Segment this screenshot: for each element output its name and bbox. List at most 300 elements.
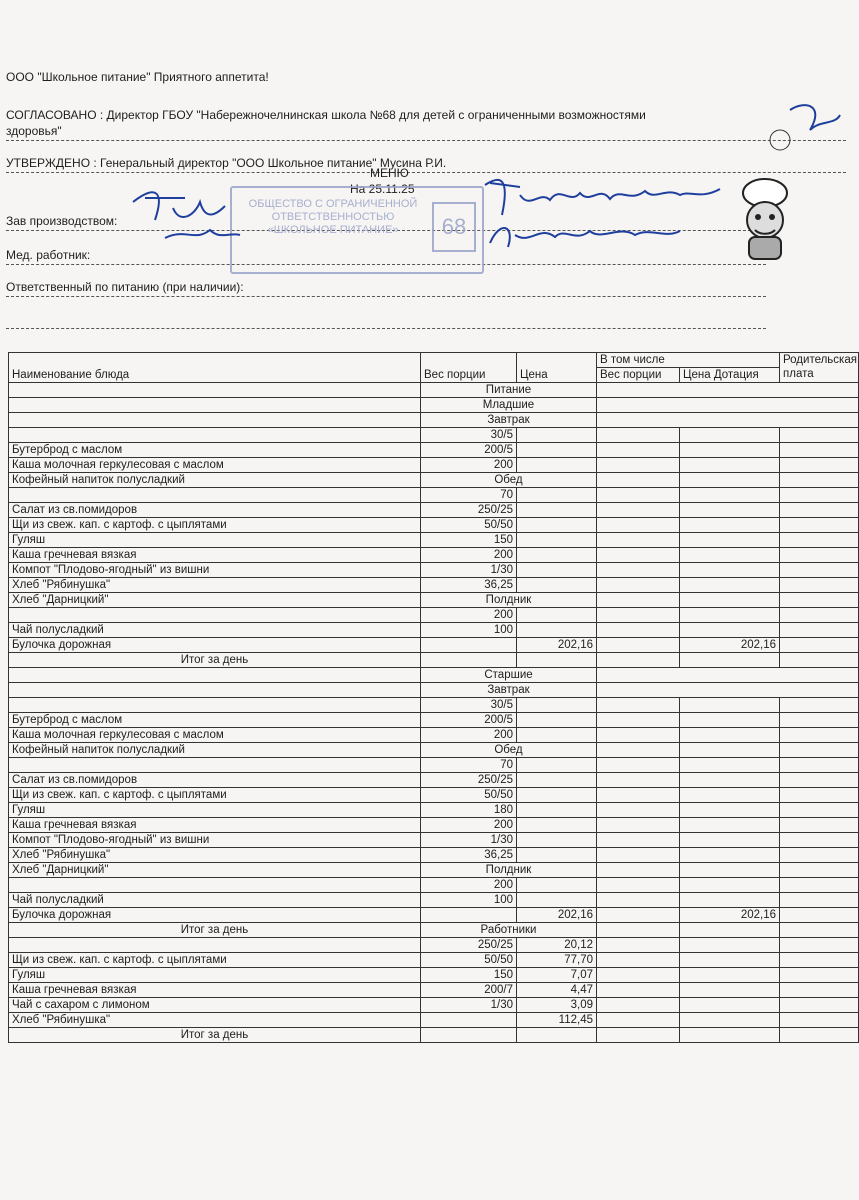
portion-weight: 50/50 [421,518,517,533]
inc-weight [597,893,680,908]
empty-cell [780,1028,859,1043]
menu-date: На 25.11.25 [350,182,415,196]
menu-item-row [9,788,859,803]
responsible-label: Ответственный по питанию (при наличии): [6,280,244,294]
section-label: Младшие [421,398,597,413]
inc-weight [597,863,680,878]
inc-weight [597,458,680,473]
section-label: Старшие [421,668,597,683]
section-row [9,398,859,413]
empty-cell [517,653,597,668]
parent-pay [780,548,859,563]
inc-weight [597,773,680,788]
dish-name: Хлеб "Рябинушка" [9,848,421,863]
signature-production [125,180,245,260]
empty-cell [780,653,859,668]
total-row [9,653,859,668]
empty-cell [680,923,780,938]
parent-pay [780,998,859,1013]
subsidy-price [680,788,780,803]
signature-names [480,165,730,255]
inc-weight [597,848,680,863]
col-weight-header: Вес порции [421,353,517,383]
inc-weight [597,818,680,833]
menu-item-row [9,863,859,878]
parent-pay [780,788,859,803]
dish-name: Салат из св.помидоров [9,503,421,518]
inc-weight [597,998,680,1013]
subsidy-price [680,593,780,608]
portion-weight: 200/5 [421,443,517,458]
parent-pay [780,968,859,983]
empty-cell [597,1028,680,1043]
price [517,788,597,803]
portion-weight: 200 [421,878,517,893]
head-of-production-label: Зав производством: [6,214,118,228]
empty-cell [680,1028,780,1043]
subsidy-price [680,488,780,503]
menu-item-row [9,968,859,983]
parent-pay [780,713,859,728]
menu-item-row [9,518,859,533]
price [517,428,597,443]
subsidy-price [680,503,780,518]
dish-name: Хлеб "Дарницкий" [9,863,421,878]
col-including-header: В том числе [597,353,780,368]
subsidy-price [680,443,780,458]
price [517,548,597,563]
stamp-line: ОБЩЕСТВО С ОГРАНИЧЕННОЙ [248,198,418,210]
price [517,578,597,593]
menu-item-row [9,908,859,923]
stamp-number: 68 [432,202,476,252]
price [517,503,597,518]
dish-name: Хлеб "Рябинушка" [9,578,421,593]
parent-pay [780,983,859,998]
subsidy-price [680,533,780,548]
dish-name [9,758,421,773]
empty-cell [421,1028,517,1043]
dish-name [9,938,421,953]
price [517,728,597,743]
inc-weight [597,968,680,983]
menu-item-row [9,818,859,833]
portion-weight: 250/25 [421,773,517,788]
inc-weight [597,608,680,623]
dish-name [9,608,421,623]
menu-item-row [9,728,859,743]
price [517,488,597,503]
section-label: Обед [421,743,597,758]
dish-name: Гуляш [9,533,421,548]
price [517,803,597,818]
empty-cell [597,383,859,398]
portion-weight: 50/50 [421,788,517,803]
inc-weight [597,578,680,593]
subsidy-price [680,548,780,563]
total-label: Итог за день [9,1028,421,1043]
menu-item-row [9,488,859,503]
menu-item-row [9,428,859,443]
parent-pay [780,533,859,548]
section-spacer [9,383,421,398]
total-row [9,1028,859,1043]
section-spacer [9,668,421,683]
dish-name: Каша молочная геркулесовая с маслом [9,728,421,743]
parent-pay [780,443,859,458]
dish-name: Компот "Плодово-ягодный" из вишни [9,833,421,848]
subsidy-price [680,938,780,953]
price [517,758,597,773]
parent-pay [780,773,859,788]
price [517,623,597,638]
price [517,443,597,458]
section-label: Завтрак [421,683,597,698]
subsidy-price [680,818,780,833]
inc-weight [597,638,680,653]
dish-name: Хлеб "Рябинушка" [9,1013,421,1028]
dish-name: Гуляш [9,803,421,818]
menu-item-row [9,983,859,998]
portion-weight: 180 [421,803,517,818]
menu-item-row [9,578,859,593]
empty-cell [517,1028,597,1043]
portion-weight: 200 [421,728,517,743]
total-label: Итог за день [9,653,421,668]
menu-item-row [9,893,859,908]
menu-item-row [9,713,859,728]
parent-pay [780,1013,859,1028]
inc-weight [597,623,680,638]
empty-cell [421,653,517,668]
subsidy-price [680,803,780,818]
section-label: Питание [421,383,597,398]
subsidy-price [680,728,780,743]
dish-name: Салат из св.помидоров [9,773,421,788]
portion-weight: 1/30 [421,563,517,578]
inc-weight [597,953,680,968]
subsidy-price [680,968,780,983]
portion-weight: 200 [421,548,517,563]
price [517,713,597,728]
portion-weight: 36,25 [421,578,517,593]
total-label: Итог за день [9,923,421,938]
col-parent-pay-header: Родительская плата [780,353,859,383]
portion-weight: 1/30 [421,833,517,848]
parent-pay [780,608,859,623]
menu-item-row [9,1013,859,1028]
company-stamp [230,186,484,274]
subsidy-price [680,578,780,593]
price [517,518,597,533]
subsidy-price [680,998,780,1013]
parent-pay [780,743,859,758]
section-row [9,668,859,683]
portion-weight: 150 [421,533,517,548]
company-line: ООО "Школьное питание" Приятного аппетита! [6,70,269,84]
parent-pay [780,473,859,488]
menu-item-row [9,548,859,563]
menu-item-row [9,623,859,638]
medic-label: Мед. работник: [6,248,91,262]
subsidy-price [680,848,780,863]
section-spacer [9,413,421,428]
agreed-line: СОГЛАСОВАНО : Директор ГБОУ "Набережночелнинская школа №68 для детей с ограниченными возможностями [6,108,646,122]
inc-weight [597,473,680,488]
dish-name: Булочка дорожная [9,908,421,923]
subsidy-price: 202,16 [680,908,780,923]
dish-name: Каша гречневая вязкая [9,548,421,563]
inc-weight [597,878,680,893]
parent-pay [780,818,859,833]
section-row [9,383,859,398]
menu-item-row [9,743,859,758]
portion-weight: 200 [421,608,517,623]
menu-item-row [9,608,859,623]
parent-pay [780,698,859,713]
dish-name: Щи из свеж. кап. с картоф. с цыплятами [9,788,421,803]
parent-pay [780,833,859,848]
menu-item-row [9,458,859,473]
empty-cell [597,923,680,938]
parent-pay [780,863,859,878]
menu-item-row [9,698,859,713]
parent-pay [780,503,859,518]
menu-item-row [9,758,859,773]
parent-pay [780,878,859,893]
dish-name: Хлеб "Дарницкий" [9,593,421,608]
dish-name [9,428,421,443]
dish-name: Кофейный напиток полусладкий [9,743,421,758]
menu-item-row [9,953,859,968]
subsidy-price [680,473,780,488]
inc-weight [597,713,680,728]
subsidy-price [680,458,780,473]
dish-name: Чай полусладкий [9,623,421,638]
stamp-line: ОТВЕТСТВЕННОСТЬЮ [271,211,395,223]
subsidy-price [680,623,780,638]
subsidy-price [680,863,780,878]
dish-name: Гуляш [9,968,421,983]
parent-pay [780,953,859,968]
divider [6,296,766,297]
price [517,833,597,848]
section-spacer [9,398,421,413]
price: 77,70 [517,953,597,968]
inc-weight [597,833,680,848]
dish-name: Каша гречневая вязкая [9,983,421,998]
menu-title: МЕНЮ [370,166,409,180]
total-row [9,923,859,938]
portion-weight: 200/7 [421,983,517,998]
portion-weight [421,638,517,653]
price [517,818,597,833]
price [517,698,597,713]
subsidy-price [680,713,780,728]
menu-item-row [9,443,859,458]
dish-name: Бутерброд с маслом [9,443,421,458]
portion-weight: 30/5 [421,428,517,443]
section-label: Обед [421,473,597,488]
section-label: Работники [421,923,597,938]
col-inc-price-header: Цена Дотация [680,368,780,383]
menu-item-row [9,593,859,608]
dish-name [9,488,421,503]
subsidy-price [680,953,780,968]
empty-cell [597,413,859,428]
dish-name [9,878,421,893]
price: 3,09 [517,998,597,1013]
menu-item-row [9,638,859,653]
parent-pay [780,893,859,908]
menu-body [9,383,859,1043]
empty-cell [597,668,859,683]
divider [6,140,846,141]
col-inc-weight-header: Вес порции [597,368,680,383]
price: 112,45 [517,1013,597,1028]
dish-name: Щи из свеж. кап. с картоф. с цыплятами [9,518,421,533]
menu-item-row [9,803,859,818]
inc-weight [597,518,680,533]
section-label: Полдник [421,593,597,608]
section-row [9,683,859,698]
inc-weight [597,938,680,953]
dish-name: Каша молочная геркулесовая с маслом [9,458,421,473]
subsidy-price [680,773,780,788]
menu-item-row [9,848,859,863]
dish-name: Бутерброд с маслом [9,713,421,728]
section-spacer [9,683,421,698]
divider [6,328,766,329]
section-row [9,413,859,428]
subsidy-price [680,983,780,998]
parent-pay [780,428,859,443]
parent-pay [780,518,859,533]
portion-weight: 36,25 [421,848,517,863]
dish-name: Щи из свеж. кап. с картоф. с цыплятами [9,953,421,968]
menu-item-row [9,773,859,788]
subsidy-price [680,428,780,443]
col-name-header: Наименование блюда [9,353,421,383]
portion-weight: 100 [421,893,517,908]
menu-item-row [9,998,859,1013]
col-price-header: Цена [517,353,597,383]
inc-weight [597,758,680,773]
approved-line: УТВЕРЖДЕНО : Генеральный директор "ООО Школьное питание" Мусина Р.И. [6,156,447,170]
dish-name: Компот "Плодово-ягодный" из вишни [9,563,421,578]
menu-item-row [9,503,859,518]
subsidy-price [680,698,780,713]
price [517,773,597,788]
price [517,878,597,893]
parent-pay [780,563,859,578]
inc-weight [597,563,680,578]
inc-weight [597,593,680,608]
inc-weight [597,1013,680,1028]
menu-item-row [9,938,859,953]
portion-weight: 30/5 [421,698,517,713]
inc-weight [597,428,680,443]
menu-item-row [9,563,859,578]
empty-cell [597,398,859,413]
empty-cell [597,683,859,698]
inc-weight [597,983,680,998]
price [517,848,597,863]
subsidy-price [680,1013,780,1028]
section-label: Завтрак [421,413,597,428]
stamp-line: «ШКОЛЬНОЕ ПИТАНИЕ» [267,224,399,236]
price [517,893,597,908]
price: 4,47 [517,983,597,998]
portion-weight [421,908,517,923]
inc-weight [597,548,680,563]
parent-pay [780,848,859,863]
subsidy-price [680,833,780,848]
price: 7,07 [517,968,597,983]
inc-weight [597,788,680,803]
portion-weight: 70 [421,488,517,503]
parent-pay [780,593,859,608]
subsidy-price [680,743,780,758]
portion-weight: 50/50 [421,953,517,968]
price: 202,16 [517,908,597,923]
menu-item-row [9,833,859,848]
parent-pay [780,728,859,743]
parent-pay [780,638,859,653]
empty-cell [680,653,780,668]
menu-item-row [9,878,859,893]
portion-weight: 100 [421,623,517,638]
portion-weight: 1/30 [421,998,517,1013]
portion-weight: 200/5 [421,713,517,728]
dish-name: Чай полусладкий [9,893,421,908]
portion-weight: 200 [421,458,517,473]
parent-pay [780,578,859,593]
empty-cell [597,653,680,668]
price [517,533,597,548]
inc-weight [597,533,680,548]
price [517,563,597,578]
portion-weight: 200 [421,818,517,833]
price: 202,16 [517,638,597,653]
subsidy-price [680,758,780,773]
section-label: Полдник [421,863,597,878]
inc-weight [597,728,680,743]
chef-logo-icon [725,175,805,265]
subsidy-price [680,608,780,623]
empty-cell [780,923,859,938]
dish-name [9,698,421,713]
parent-pay [780,623,859,638]
subsidy-price [680,893,780,908]
agreed-line-cont: здоровья" [6,124,62,138]
dish-name: Чай с сахаром с лимоном [9,998,421,1013]
subsidy-price [680,878,780,893]
price [517,608,597,623]
inc-weight [597,443,680,458]
signature-corner [750,100,845,170]
inc-weight [597,908,680,923]
menu-item-row [9,533,859,548]
dish-name: Булочка дорожная [9,638,421,653]
parent-pay [780,458,859,473]
inc-weight [597,503,680,518]
dish-name: Кофейный напиток полусладкий [9,473,421,488]
parent-pay [780,908,859,923]
portion-weight: 70 [421,758,517,773]
inc-weight [597,698,680,713]
parent-pay [780,803,859,818]
